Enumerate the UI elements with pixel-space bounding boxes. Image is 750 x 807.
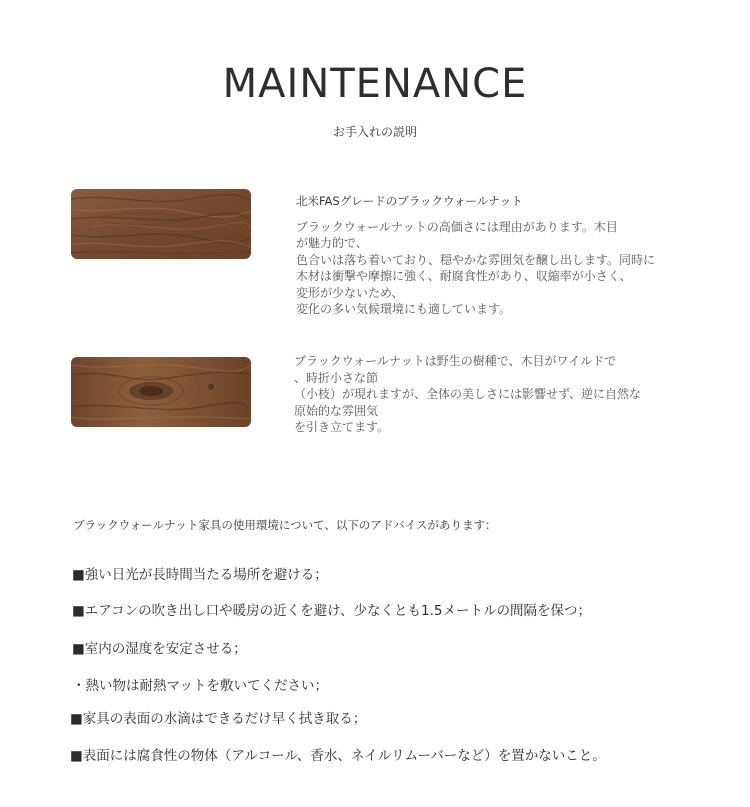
section1-line: 変化の多い気候環境にも適しています。 <box>296 302 512 316</box>
section1-line: 色合いは落ち着いており、穏やかな雰囲気を醸し出します。同時に <box>296 252 656 267</box>
walnut-knot-wood-image <box>71 357 251 427</box>
section2-line: 、時折小さな節 <box>294 370 379 385</box>
section1-line: が魅力的で、 <box>296 236 368 250</box>
walnut-wood-image <box>71 189 251 259</box>
section2-line: ブラックウォールナットは野生の樹種で、木目がワイルドで <box>294 354 617 368</box>
advice-intro: ブラックウォールナット家具の使用環境について、以下のアドバイスがあります： <box>73 518 497 532</box>
advice-item: ■室内の湿度を安定させる； <box>72 641 247 657</box>
walnut-wood-texture-icon <box>71 189 251 259</box>
section1-line: 木材は衝撃や摩擦に強く、耐腐食性があり、収縮率が小さく、 <box>296 269 632 283</box>
advice-item: ■エアコンの吹き出し口や暖房の近くを避け、少なくとも1.5メートルの間隔を保つ； <box>72 603 592 619</box>
section1-text <box>296 193 655 318</box>
page-subtitle: お手入れの説明 <box>332 125 417 139</box>
section1-line: ブラックウォールナットの高価さには理由があります。木目 <box>296 219 618 234</box>
section1-heading: 北米FASグレードのブラックウォールナット <box>296 194 523 208</box>
walnut-knot-wood-texture-icon <box>71 357 251 427</box>
advice-item: ■家具の表面の水滴はできるだけ早く拭き取る； <box>70 711 367 727</box>
advice-item: ■強い日光が長時間当たる場所を避ける； <box>72 567 328 583</box>
section2-line: （小枝）が現れますが、全体の美しさには影響せず、逆に自然な <box>294 387 642 401</box>
advice-item: ■表面には腐食性の物体（アルコール、香水、ネイルリムーバーなど）を置かないこと。 <box>70 748 606 764</box>
page-title: MAINTENANCE <box>222 61 528 107</box>
section2-line: 原始的な雰囲気 <box>294 403 379 418</box>
section1-line: 変形が少ないため、 <box>296 285 404 300</box>
section2-text <box>294 353 641 436</box>
section2-line: を引き立てます。 <box>294 420 390 434</box>
advice-item: ・熱い物は耐熱マットを敷いてください； <box>72 678 328 694</box>
